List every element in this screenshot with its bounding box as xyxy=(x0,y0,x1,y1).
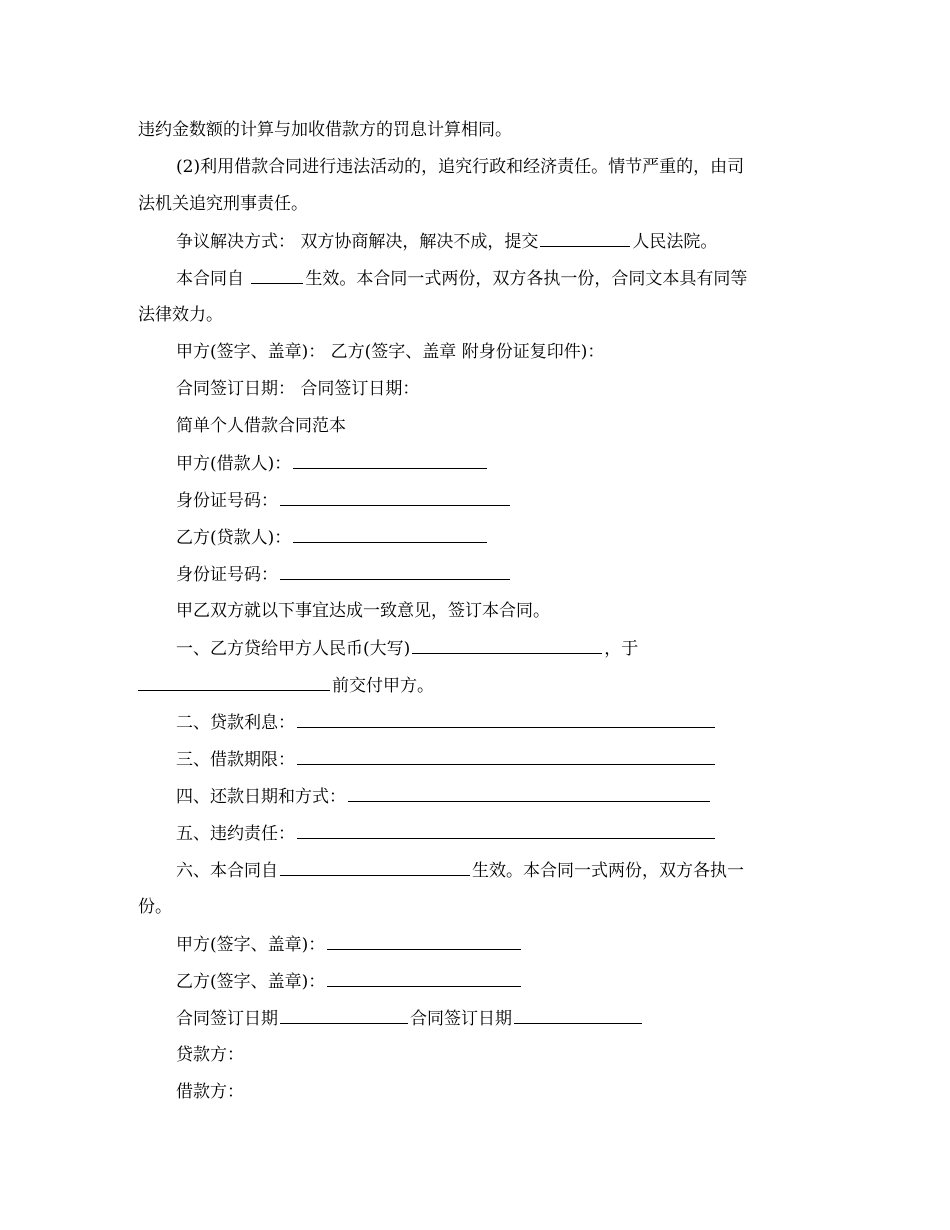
clause-6-cont xyxy=(138,896,172,918)
borrower-line xyxy=(176,1081,244,1103)
text: 三、借款期限： xyxy=(176,750,295,770)
text: 甲方(签字、盖章)： xyxy=(176,935,326,955)
text: 争议解决方式： 双方协商解决，解决不成，提交 xyxy=(176,232,539,252)
paragraph-illegal-use-cont xyxy=(138,193,308,215)
amount-blank[interactable] xyxy=(412,637,602,654)
text: 合同签订日期 xyxy=(176,1009,278,1029)
text: 生效。本合同一式两份，双方各执一 xyxy=(472,861,744,881)
interest-blank[interactable] xyxy=(297,711,715,728)
document-title xyxy=(176,415,346,437)
clause-2 xyxy=(176,711,717,734)
text: 合同签订日期： 合同签订日期： xyxy=(176,379,420,399)
paragraph-dispute xyxy=(176,230,717,253)
text: ，于 xyxy=(604,639,639,659)
clause-3 xyxy=(176,748,717,771)
id-a-line xyxy=(176,489,512,512)
text: 贷款方： xyxy=(176,1045,244,1065)
paragraph-illegal-use xyxy=(176,156,744,178)
date-a-blank[interactable] xyxy=(280,1007,408,1024)
party-b-line xyxy=(176,526,489,549)
party-b-blank[interactable] xyxy=(293,526,487,543)
clause-5 xyxy=(176,822,717,845)
text: 甲方(签字、盖章)： 乙方(签字、盖章 附身份证复印件)： xyxy=(176,342,605,362)
text: 违约金数额的计算与加收借款方的罚息计算相同。 xyxy=(138,120,512,140)
clause-4 xyxy=(176,785,712,808)
id-b-line xyxy=(176,563,512,586)
text: 四、还款日期和方式： xyxy=(176,787,346,807)
effective-blank[interactable] xyxy=(280,859,470,876)
text: (2)利用借款合同进行违法活动的，追究行政和经济责任。情节严重的，由司 xyxy=(176,157,745,177)
sign-b-line xyxy=(176,970,523,993)
text: 身份证号码： xyxy=(176,565,278,585)
sign-b-blank[interactable] xyxy=(327,970,521,987)
text: 前交付甲方。 xyxy=(332,676,434,696)
liability-blank[interactable] xyxy=(297,822,715,839)
id-b-blank[interactable] xyxy=(280,563,510,580)
text: 五、违约责任： xyxy=(176,824,295,844)
text: 生效。本合同一式两份，双方各执一份，合同文本具有同等 xyxy=(305,269,748,289)
paragraph-effective-cont xyxy=(138,304,223,326)
term-blank[interactable] xyxy=(297,748,715,765)
party-a-line xyxy=(176,452,489,475)
party-a-blank[interactable] xyxy=(293,452,487,469)
text: 身份证号码： xyxy=(176,491,278,511)
text: 甲乙双方就以下事宜达成一致意见，签订本合同。 xyxy=(176,601,550,621)
effective-date-blank[interactable] xyxy=(251,267,303,284)
text: 乙方(贷款人)： xyxy=(176,528,292,548)
text: 人民法院。 xyxy=(632,232,718,252)
date-line xyxy=(176,1007,644,1030)
sign-a-line xyxy=(176,933,523,956)
paragraph-effective xyxy=(176,267,747,290)
text: 本合同自 xyxy=(176,269,250,289)
text: 乙方(签字、盖章)： xyxy=(176,972,326,992)
clause-1-cont xyxy=(138,674,434,697)
court-blank[interactable] xyxy=(540,230,630,247)
text: 一、乙方贷给甲方人民币(大写) xyxy=(176,639,411,659)
lender-line xyxy=(176,1044,244,1066)
agreement-line xyxy=(176,600,550,622)
sign-a-blank[interactable] xyxy=(327,933,521,950)
delivery-date-blank[interactable] xyxy=(138,674,330,691)
text: 法机关追究刑事责任。 xyxy=(138,194,308,214)
text: 六、本合同自 xyxy=(176,861,278,881)
text: 法律效力。 xyxy=(138,305,223,325)
signature-line xyxy=(176,341,604,363)
text: 二、贷款利息： xyxy=(176,713,295,733)
paragraph-penalty-calc xyxy=(138,119,512,141)
text: 合同签订日期 xyxy=(410,1009,512,1029)
signing-date-line xyxy=(176,378,419,400)
date-b-blank[interactable] xyxy=(514,1007,642,1024)
clause-1 xyxy=(176,637,638,660)
id-a-blank[interactable] xyxy=(280,489,510,506)
text: 借款方： xyxy=(176,1082,244,1102)
repayment-blank[interactable] xyxy=(348,785,710,802)
clause-6 xyxy=(176,859,744,882)
text: 简单个人借款合同范本 xyxy=(176,416,346,436)
text: 甲方(借款人)： xyxy=(176,454,292,474)
text: 份。 xyxy=(138,897,172,917)
